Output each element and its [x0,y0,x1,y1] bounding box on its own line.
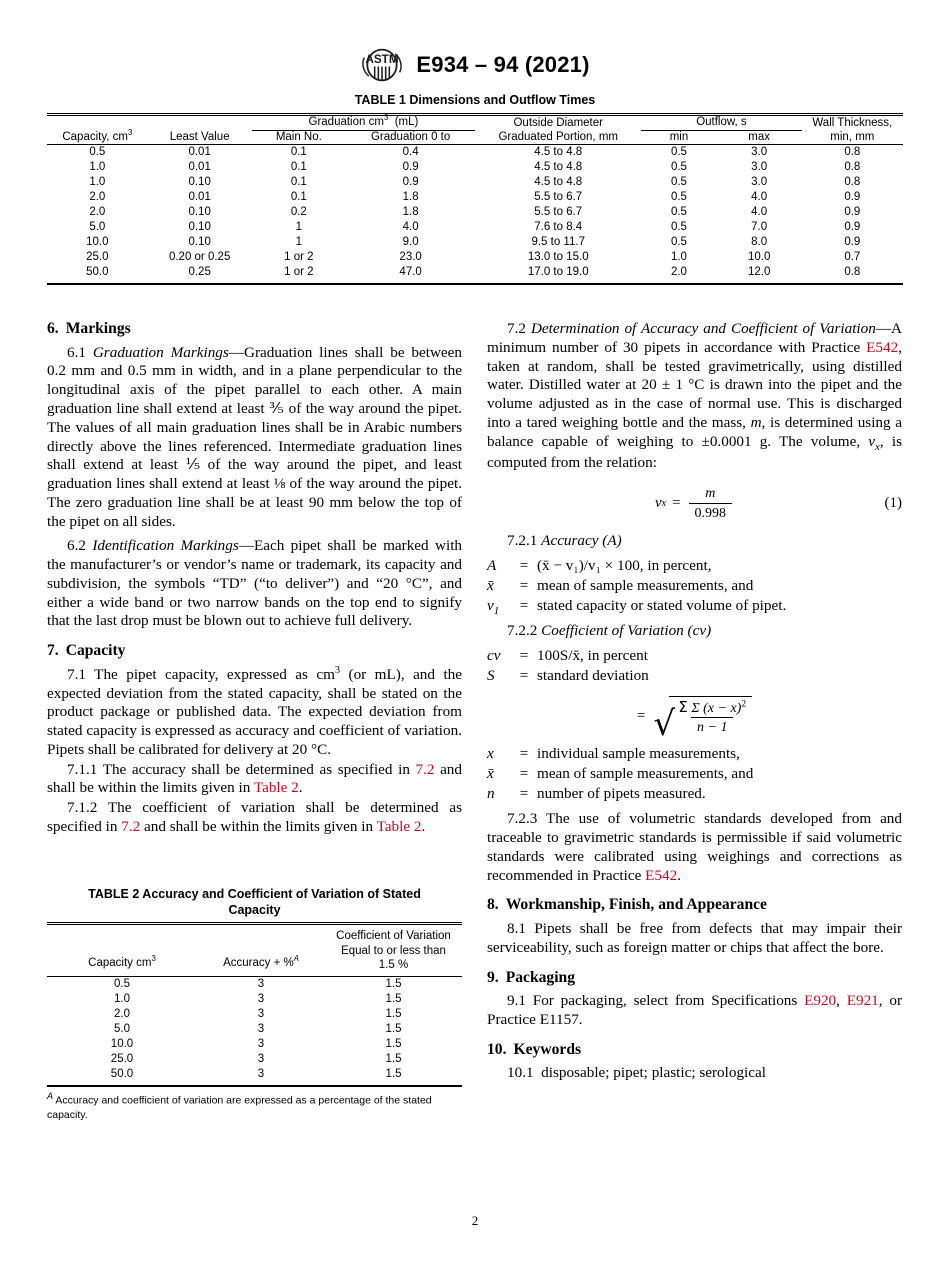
th2-capacity: Capacity $cm^3$ [88,954,156,969]
table-cell: 1.5 [325,977,462,992]
table-row [47,1037,462,1052]
xref-e542[interactable]: E542 [645,866,678,884]
radical-icon: √ [653,703,676,744]
table-1-dimensions-outflow [47,93,903,285]
definition-equals: = [519,557,529,575]
table-cell: 0.5 [670,191,687,204]
table-cell: 0.10 [188,176,211,189]
table-cell: 4.5 to 4.8 [475,145,641,160]
table-row [47,175,903,190]
section-6-heading: 6. Markings [47,320,131,337]
table-cell: 0.7 [844,250,861,263]
table-cell: 10.0 [110,1038,134,1051]
table-cell: 0.1 [290,161,307,174]
table-cell: 2.0 [641,265,716,284]
definition-row [487,666,649,686]
table-cell: 1.8 [402,191,419,204]
table-row [47,220,903,235]
definition-symbol: S [487,666,495,684]
paragraph-7-1: 7.1 The pipet capacity, expressed as $cm^3$ (or mL), and the expected deviation from the stated capacity, shall be stated on the product package or published data. The expected deviation from stated capacity is expressed as accuracy and coefficient of variation. Pipets shall be calibrated for delivery at 20 °C. [47,664,462,758]
th-capacity-sup: 3 [127,128,133,138]
table-cell: 8.0 [751,236,768,248]
th-outflow-max: max [748,130,771,143]
table-cell: 0.25 [148,265,252,284]
section-10-heading: 10. Keywords [487,1040,582,1058]
table-row [47,145,903,160]
table-cell: 3.0 [751,161,768,174]
paragraph-9-1: 9.1 For packaging, select from Specifications E920, E921, or Practice E1157. [487,992,903,1029]
table-cell: 3 [257,1053,265,1066]
paragraph-8-1: 8.1 Pipets shall be free from defects that may impair their serviceability, such as foreign matter or chips that affect the bore. [487,920,903,956]
table-row [47,205,903,220]
th-main-no: Main No. [275,130,322,143]
definition-equals: = [519,765,529,783]
table-cell: 1.5 [385,1053,402,1066]
table-cell: 0.9 [844,221,861,234]
document-designation: E934 – 94 (2021) [416,52,590,77]
definition-equals: = [519,597,529,615]
table-cell: 9.0 [402,236,419,248]
table-cell: 1.0 [114,993,130,1006]
table-2-body [47,977,462,1086]
table-cell: 2.0 [89,206,106,219]
table-row [47,1022,462,1037]
table-cell: 1.8 [402,206,419,219]
table-cell: 0.5 [670,176,687,189]
th2-accuracy: Accuracy + %$^A$ [223,954,299,969]
table-cell: 1 or 2 [252,265,346,284]
definition-row [487,784,753,804]
table-cell: 4.0 [751,191,768,204]
table-cell: 13.0 to 15.0 [527,250,589,263]
th-least-value: Least Value [169,131,230,143]
table-cell: 10.0 [86,236,109,248]
definitions-cv [487,646,649,686]
table-1 [47,113,903,285]
table-cell: 3.0 [751,176,768,189]
astm-logo-icon [360,48,404,82]
table-cell: 2.0 [114,1008,130,1021]
table-cell: 0.4 [346,145,475,160]
th2-coefficient-variation: Coefficient of Variation Equal to or less than 1.5 % [336,930,451,971]
definition-text: standard deviation [537,666,649,684]
table-cell: 0.8 [844,176,861,189]
table-cell: 0.10 [188,221,211,234]
table-cell: 0.01 [148,145,252,160]
table-cell: 5.0 [89,221,106,234]
table-cell: 3 [257,1023,265,1036]
section-9-heading: 9. Packaging [487,968,576,986]
equation-standard-deviation: = √ $\frac{\Sigma \Sigma (x - x)^2}{n - 1}$ [487,696,902,737]
table-row [47,1007,462,1022]
table-cell: 1.5 [385,1008,402,1021]
table-cell: 50.0 [47,1067,197,1086]
table-cell: 0.8 [802,145,903,160]
table-cell: 1.5 [325,1067,462,1086]
table-cell: 5.5 to 6.7 [534,206,583,219]
definition-text: number of pipets measured. [537,785,706,803]
table-cell: 23.0 [399,250,422,263]
th-wall-thickness: Wall Thickness, min, mm [812,116,893,143]
table-cell: 3 [257,993,265,1006]
table-row [47,1052,462,1067]
definition-row [487,576,786,596]
th-graduation-sup: 3 [383,112,389,122]
table-1-header-row-1 [47,114,903,130]
definition-row [487,596,786,620]
table-cell: 7.6 to 8.4 [534,221,583,234]
definition-symbol: cv [487,646,501,664]
xref-e542[interactable]: E542 [866,338,899,356]
th-capacity: Capacity, $cm^3$ [62,128,133,143]
xref-e921[interactable]: E921 [846,992,879,1010]
table-cell: 4.0 [402,221,419,234]
definition-text: 100S/x̄, in percent [537,646,648,664]
definition-symbol: $v_1$ [487,597,500,618]
paragraph-7-1-2: 7.1.2 The coefficient of variation shall be determined as specified in 7.2 and shall be within the limits given in Table 2. [47,799,462,836]
definition-equals: = [519,646,529,664]
th-graduation-0-to: Graduation 0 to [370,130,451,143]
th-graduation-group: Graduation $cm^3$ (mL) [252,114,476,130]
table-cell: 0.8 [802,265,903,284]
table-cell: 0.20 or 0.25 [168,250,231,263]
table-cell: 0.01 [188,191,211,204]
table-2-accuracy-cv [47,887,462,1122]
table-cell: 12.0 [717,265,802,284]
definition-text: individual sample measurements, [537,745,740,763]
table-row [47,235,903,250]
definition-text: mean of sample measurements, and [537,577,754,595]
definition-row [487,646,649,666]
table-cell: 25.0 [110,1053,134,1066]
table-cell: 3.0 [717,145,802,160]
th-outflow-group: Outflow, s [641,114,801,130]
table-cell: 4.5 to 4.8 [534,176,583,189]
table-cell: 0.5 [47,977,197,992]
table-cell: 9.5 to 11.7 [531,236,585,248]
table-cell: 0.9 [844,191,861,204]
table-1-caption: TABLE 1 Dimensions and Outflow Times [354,93,596,107]
table-cell: 3 [257,1038,265,1051]
section-7-heading: 7. Capacity [47,642,126,660]
paragraph-6-2: 6.2 Identification Markings—Each pipet shall be marked with the manufacturer’s or vendor’s name or trademark, its capacity and subdivision, the symbols “TD” (“to deliver”) and “20 °C”, and either a wide band or two narrow bands on the top end to signify that the last drop must be blown out to achieve full delivery. [47,537,463,630]
table-cell: 1.5 [385,1023,402,1036]
xref-7-2[interactable]: 7.2 [121,818,141,836]
table-cell: 25.0 [86,250,109,263]
definition-symbol: n [487,785,495,803]
paragraph-7-1-1: 7.1.1 The accuracy shall be determined as specified in 7.2 and shall be within the limits given in Table 2. [47,760,462,797]
table-row [47,265,903,284]
paragraph-7-2-1-heading: 7.2.1 Accuracy (A) [507,532,622,550]
right-text-column [487,320,902,1083]
table-cell: 7.0 [751,221,768,234]
svg-text:ASTM: ASTM [365,52,399,66]
section-8-heading: 8. Workmanship, Finish, and Appearance [487,896,767,914]
sqrt-group: √ $\frac{\Sigma \Sigma (x - x)^2}{n - 1}$ [653,696,752,737]
table-2-header-row [47,924,462,977]
table-cell: 0.9 [402,176,419,189]
paragraph-6-1: 6.1 Graduation Markings—Graduation lines shall be between 0.2 mm and 0.5 mm in width, and in a plane perpendicular to the longitudinal axis of the pipet parallel to each other. A main graduation line shall extend at least ⅗ of the way around the pipet. The values of all main graduation lines shall be in Arabic numbers directly above the lines referenced. Intermediate graduation lines shall extend at least ⅕ of the way around the pipet, and least graduation lines shall extend at least ⅛ of the way around the pipet. The zero graduation line shall be at least 90 mm below the top of the pipet on all sides. [47,343,463,530]
definition-equals: = [519,577,529,595]
paragraph-10-1: 10.1 disposable; pipet; plastic; serological [507,1064,766,1082]
table-cell: 0.9 [402,161,419,174]
table-cell: 2.0 [89,191,106,204]
table-cell: 1 or 2 [284,250,314,263]
equation-1-fraction: $\frac{m}{0.998}$ [689,485,733,523]
table-cell: 0.01 [188,161,211,174]
table-cell: 4.5 to 4.8 [534,161,583,174]
definition-text: mean of sample measurements, and [537,765,754,783]
definition-equals: = [519,666,529,684]
table-cell: 0.10 [188,206,211,219]
equation-1-number: (1) [884,495,902,512]
table-row [47,190,903,205]
table-cell: 17.0 to 19.0 [475,265,641,284]
table-cell: 47.0 [346,265,475,284]
xref-table-2[interactable]: Table 2 [376,818,422,836]
table-1-body [47,145,903,284]
equation-1: v x = $\frac{m}{0.998}$ (1) [654,485,902,522]
xref-e920[interactable]: E920 [804,992,837,1010]
definitions-terms [487,744,753,804]
table-cell: 10.0 [747,250,771,263]
definition-text: (x̄ − v₁)/v₁ × 100, in percent, [537,557,712,575]
table-cell: 0.5 [670,206,687,219]
table-cell: 50.0 [47,265,148,284]
table-cell: 0.9 [844,206,861,219]
paragraph-7-2-3: 7.2.3 The use of volumetric standards developed from and traceable to gravimetric standards is permissible if said volumetric standards were calibrated using weighings and corrections as recommended in Practice E542. [487,810,902,884]
th-outside-diameter: Outside Diameter Graduated Portion, mm [498,116,618,143]
table-cell: 0.2 [290,206,307,219]
table-cell: 5.0 [114,1023,130,1036]
table-row [47,250,903,265]
table-2 [47,922,462,1087]
definition-row [487,744,753,764]
table-cell: 3 [197,977,325,992]
table-cell: 1 [295,221,303,234]
definition-text: stated capacity or stated volume of pipet. [537,597,787,615]
table-cell: 5.5 to 6.7 [534,191,583,204]
th-outflow-min: min [669,130,689,143]
table-2-caption: TABLE 2 Accuracy and Coefficient of Variation of Stated Capacity [88,887,421,917]
left-text-column [47,320,462,837]
table-cell: 0.8 [844,161,861,174]
table-cell: 1.5 [385,1038,402,1051]
xref-7-2[interactable]: 7.2 [415,760,435,778]
table-cell: 0.5 [641,145,716,160]
xref-table-2[interactable]: Table 2 [253,779,299,797]
table-row [47,160,903,175]
table-2-footnote: A Accuracy and coefficient of variation are expressed as a percentage of the stated capacity. [47,1090,432,1121]
table-row [47,1067,462,1086]
table-cell: 0.9 [844,236,861,248]
table-cell: 0.5 [670,161,687,174]
definition-symbol: x [487,745,494,763]
table-cell: 0.5 [670,236,687,248]
paragraph-7-2-2-heading: 7.2.2 Coefficient of Variation (cv) [507,621,712,639]
table-cell: 1.0 [670,250,687,263]
definition-equals: = [519,785,529,803]
table-cell: 3 [197,1067,325,1086]
table-cell: 0.5 [670,221,687,234]
page-number: 2 [471,1213,479,1228]
table-cell: 1.5 [385,993,402,1006]
table-cell: 1 [295,236,303,248]
table-cell: 0.10 [188,236,211,248]
table-cell: 0.5 [47,145,148,160]
table-cell: 1.0 [89,161,106,174]
table-cell: 0.1 [290,191,307,204]
table-cell: 3 [257,1008,265,1021]
definition-row [487,764,753,784]
definition-symbol: x̄ [487,765,494,783]
definitions-accuracy [487,556,786,620]
table-cell: 1.0 [89,176,106,189]
table-cell: 0.1 [252,145,346,160]
table-row [47,977,462,992]
definition-symbol: A [487,557,497,575]
definition-equals: = [519,745,529,763]
table-row [47,992,462,1007]
definition-row [487,556,786,576]
document-header [0,48,950,82]
table-cell: 4.0 [751,206,768,219]
paragraph-7-2: 7.2 Determination of Accuracy and Coefficient of Variation—A minimum number of 30 pipets in accordance with Practice E542, taken at random, shall be tested gravimetrically, using distilled water. Distilled water at 20 ± 1 °C is drawn into the pipet and the volume adjusted as in the case of normal use. This is discharged into a tared weighing bottle and the mass, m, is determined using a balance capable of weighing to ±0.0001 g. The volume, $v_x$, is computed from the relation: [487,320,903,472]
table-cell: 0.1 [290,176,307,189]
definition-symbol: x̄ [487,577,494,595]
